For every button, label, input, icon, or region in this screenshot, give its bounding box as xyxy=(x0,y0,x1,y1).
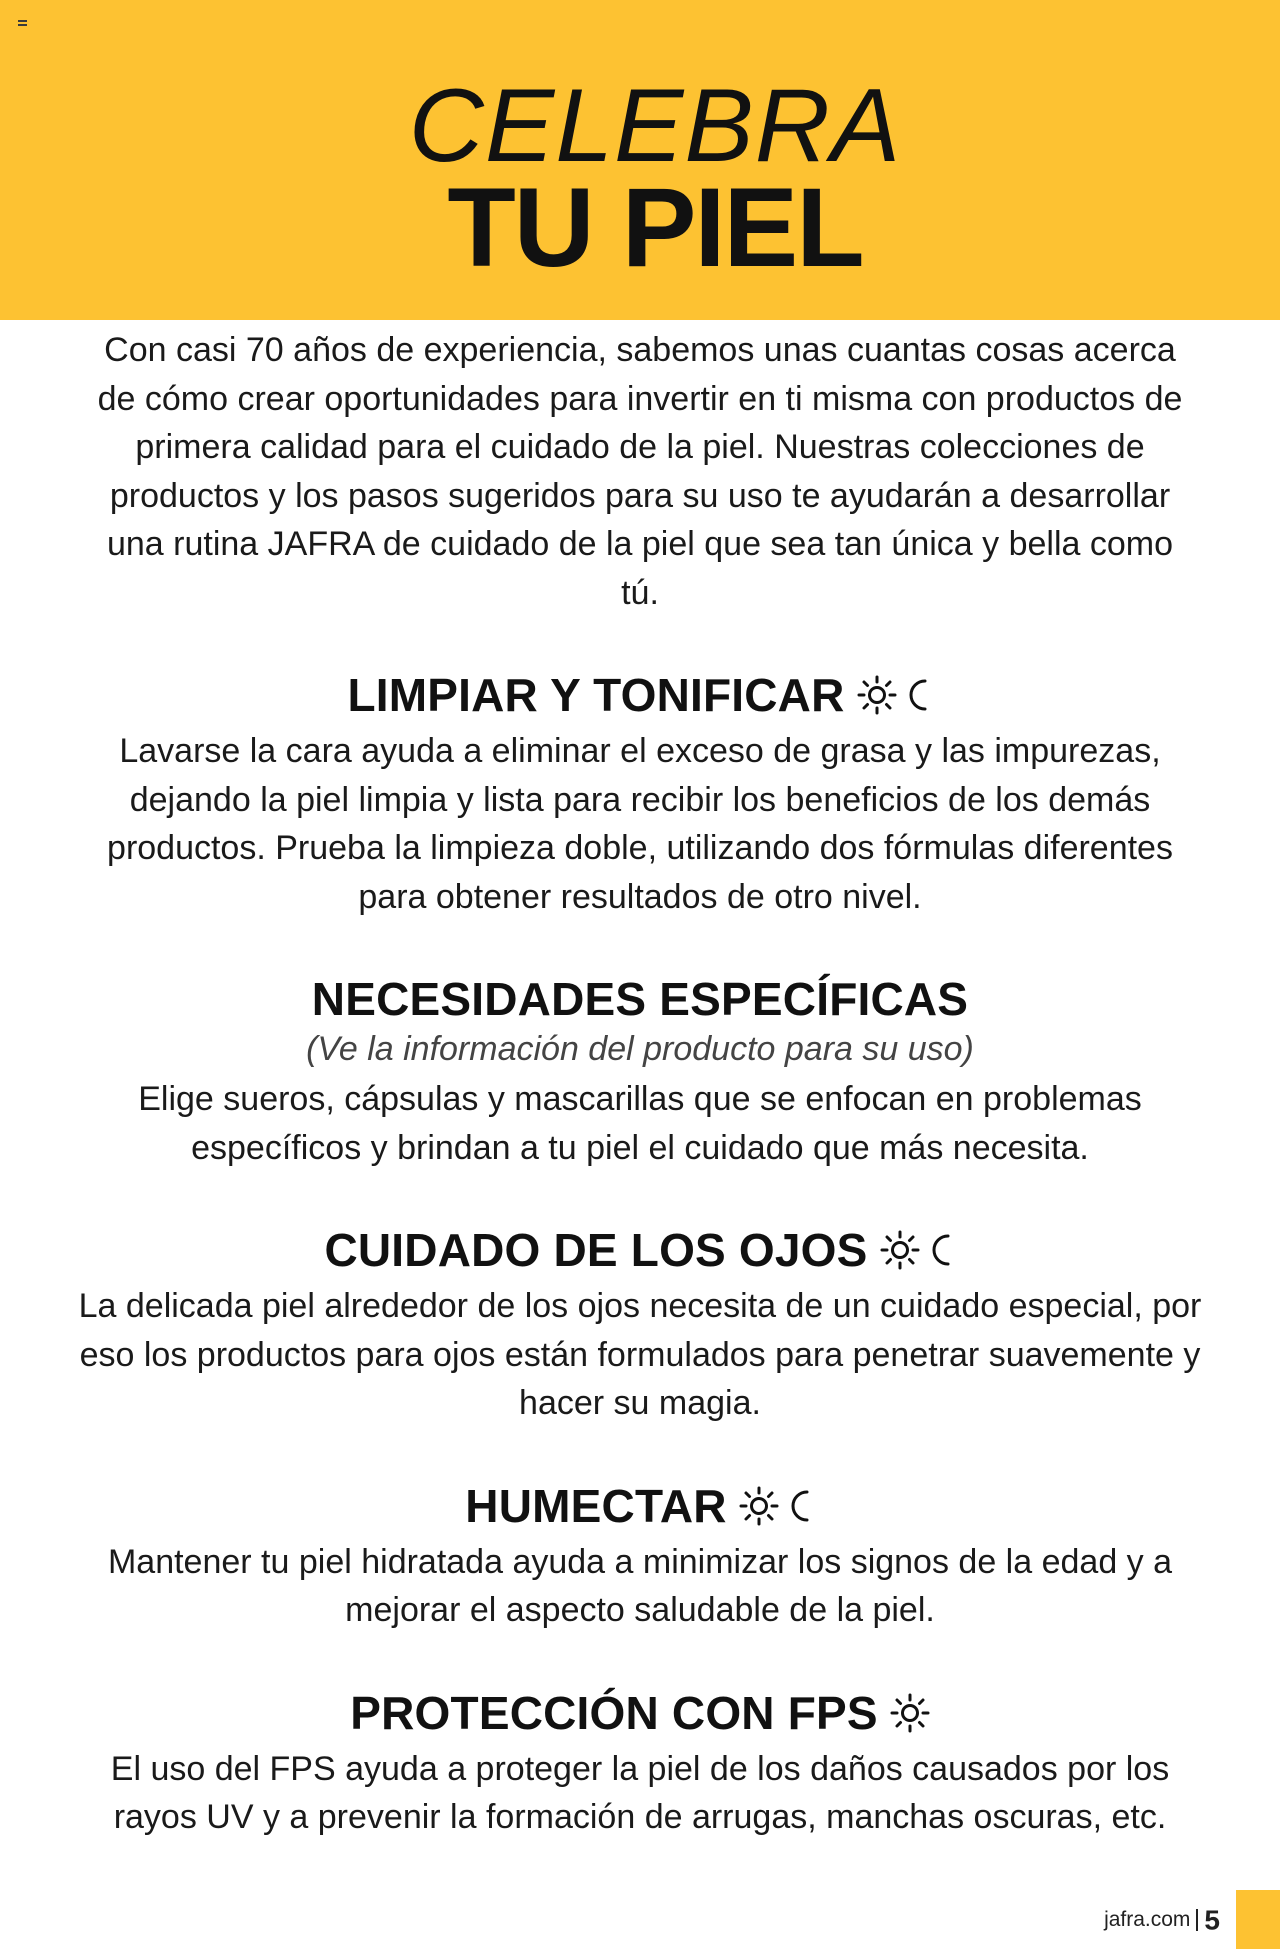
moon-icon xyxy=(926,1230,956,1270)
section-humectar xyxy=(0,1478,1280,1635)
section-title xyxy=(324,1222,955,1278)
sun-icon xyxy=(739,1486,779,1526)
section-body: El uso del FPS ayuda a proteger la piel de los daños causados por los rayos UV y a prevenir la formación de arrugas, manchas oscuras, etc. xyxy=(110,1749,1170,1836)
section-title-text: HUMECTAR xyxy=(465,1479,727,1532)
footer-site-link[interactable]: jafra.com xyxy=(1104,1908,1191,1931)
moon-icon xyxy=(785,1486,815,1526)
footer-accent-tab xyxy=(1236,1890,1280,1949)
section-title-text: NECESIDADES ESPECÍFICAS xyxy=(311,973,969,1025)
moon-icon xyxy=(903,675,933,715)
section-body: Lavarse la cara ayuda a eliminar el exceso de grasa y las impurezas, dejando la piel limpia y lista para recibir los beneficios de los demás productos. Prueba la limpieza doble, utilizando dos fórmulas diferentes para obtener resultados de otro nivel. xyxy=(107,732,1173,916)
footer xyxy=(1104,1900,1220,1940)
title-celebra: CELEBRA xyxy=(408,68,902,184)
routine-icons xyxy=(739,1486,815,1526)
section-title-text: PROTECCIÓN CON FPS xyxy=(350,1686,878,1739)
section-subtitle: (Ve la información del producto para su uso) xyxy=(306,1030,974,1068)
sun-icon xyxy=(880,1230,920,1270)
footer-divider xyxy=(1196,1909,1198,1931)
sun-icon xyxy=(890,1693,930,1733)
intro-paragraph: Con casi 70 años de experiencia, sabemos unas cuantas cosas acerca de cómo crear oportunidades para invertir en ti misma con productos de primera calidad para el cuidado de la piel. Nuestras colecciones de productos y los pasos sugeridos para su uso te ayudarán a desarrollar una rutina JAFRA de cuidado de la piel que sea tan única y bella como tú. xyxy=(97,331,1183,612)
section-title-text: CUIDADO DE LOS OJOS xyxy=(324,1224,868,1276)
main-content xyxy=(0,326,1280,1842)
section-limpiar xyxy=(0,667,1280,921)
section-necesidades xyxy=(0,971,1280,1172)
section-title xyxy=(312,971,968,1027)
header-banner xyxy=(0,0,1280,320)
section-title xyxy=(465,1478,814,1534)
routine-icons xyxy=(890,1693,930,1733)
section-body: Elige sueros, cápsulas y mascarillas que se enfocan en problemas específicos y brindan a tu piel el cuidado que más necesita. xyxy=(138,1080,1142,1167)
routine-icons xyxy=(880,1230,956,1270)
section-body: Mantener tu piel hidratada ayuda a minimizar los signos de la edad y a mejorar el aspecto saludable de la piel. xyxy=(107,1542,1173,1629)
section-ojos xyxy=(0,1222,1280,1428)
section-proteccion xyxy=(0,1685,1280,1842)
title-tu-piel: TU PIEL xyxy=(447,165,863,290)
menu-icon[interactable] xyxy=(18,20,27,26)
section-title xyxy=(347,667,932,723)
section-title-text: LIMPIAR Y TONIFICAR xyxy=(347,669,845,721)
sun-icon xyxy=(857,675,897,715)
page-number: 5 xyxy=(1204,1904,1220,1936)
section-body: La delicada piel alrededor de los ojos necesita de un cuidado especial, por eso los productos para ojos están formulados para penetrar suavemente y hacer su magia. xyxy=(78,1287,1202,1422)
routine-icons xyxy=(857,675,933,715)
section-title xyxy=(350,1685,930,1741)
